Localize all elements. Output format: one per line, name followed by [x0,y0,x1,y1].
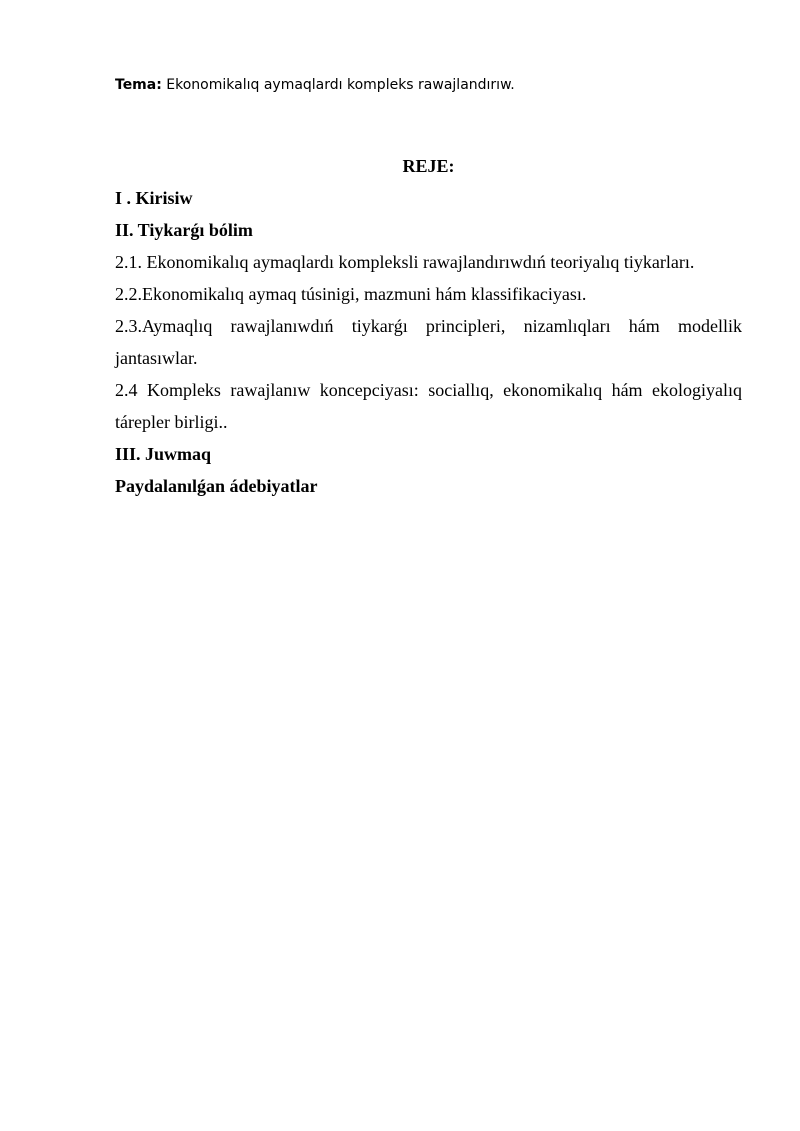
topic-text: Ekonomikalıq aymaqlardı kompleks rawajlandırıw. [166,77,515,93]
plan-item-2-1: 2.1. Ekonomikalıq aymaqlardı kompleksli rawajlandırıwdıń teoriyalıq tiykarları. [115,252,695,272]
topic-line [115,77,715,93]
plan-item-references: Paydalanılǵan ádebiyatlar [115,476,318,496]
plan-item-2-4: 2.4 Kompleks rawajlanıw koncepciyası: sociallıq, ekonomikalıq hám ekologiyalıq tárepler birligi.. [115,380,742,432]
topic-label: Tema: [115,77,162,93]
plan-item-2-3: 2.3.Aymaqlıq rawajlanıwdıń tiykarǵı principleri, nizamlıqları hám modellik jantasıwlar. [115,316,742,368]
plan-item-2-2: 2.2.Ekonomikalıq aymaq túsinigi, mazmuni hám klassifikaciyası. [115,284,587,304]
plan-section [115,150,742,502]
plan-title: REJE: [402,156,455,176]
plan-item-conclusion: III. Juwmaq [115,444,212,464]
plan-item-main-part: II. Tiykarǵı bólim [115,220,253,240]
plan-item-introduction: I . Kirisiw [115,188,193,208]
